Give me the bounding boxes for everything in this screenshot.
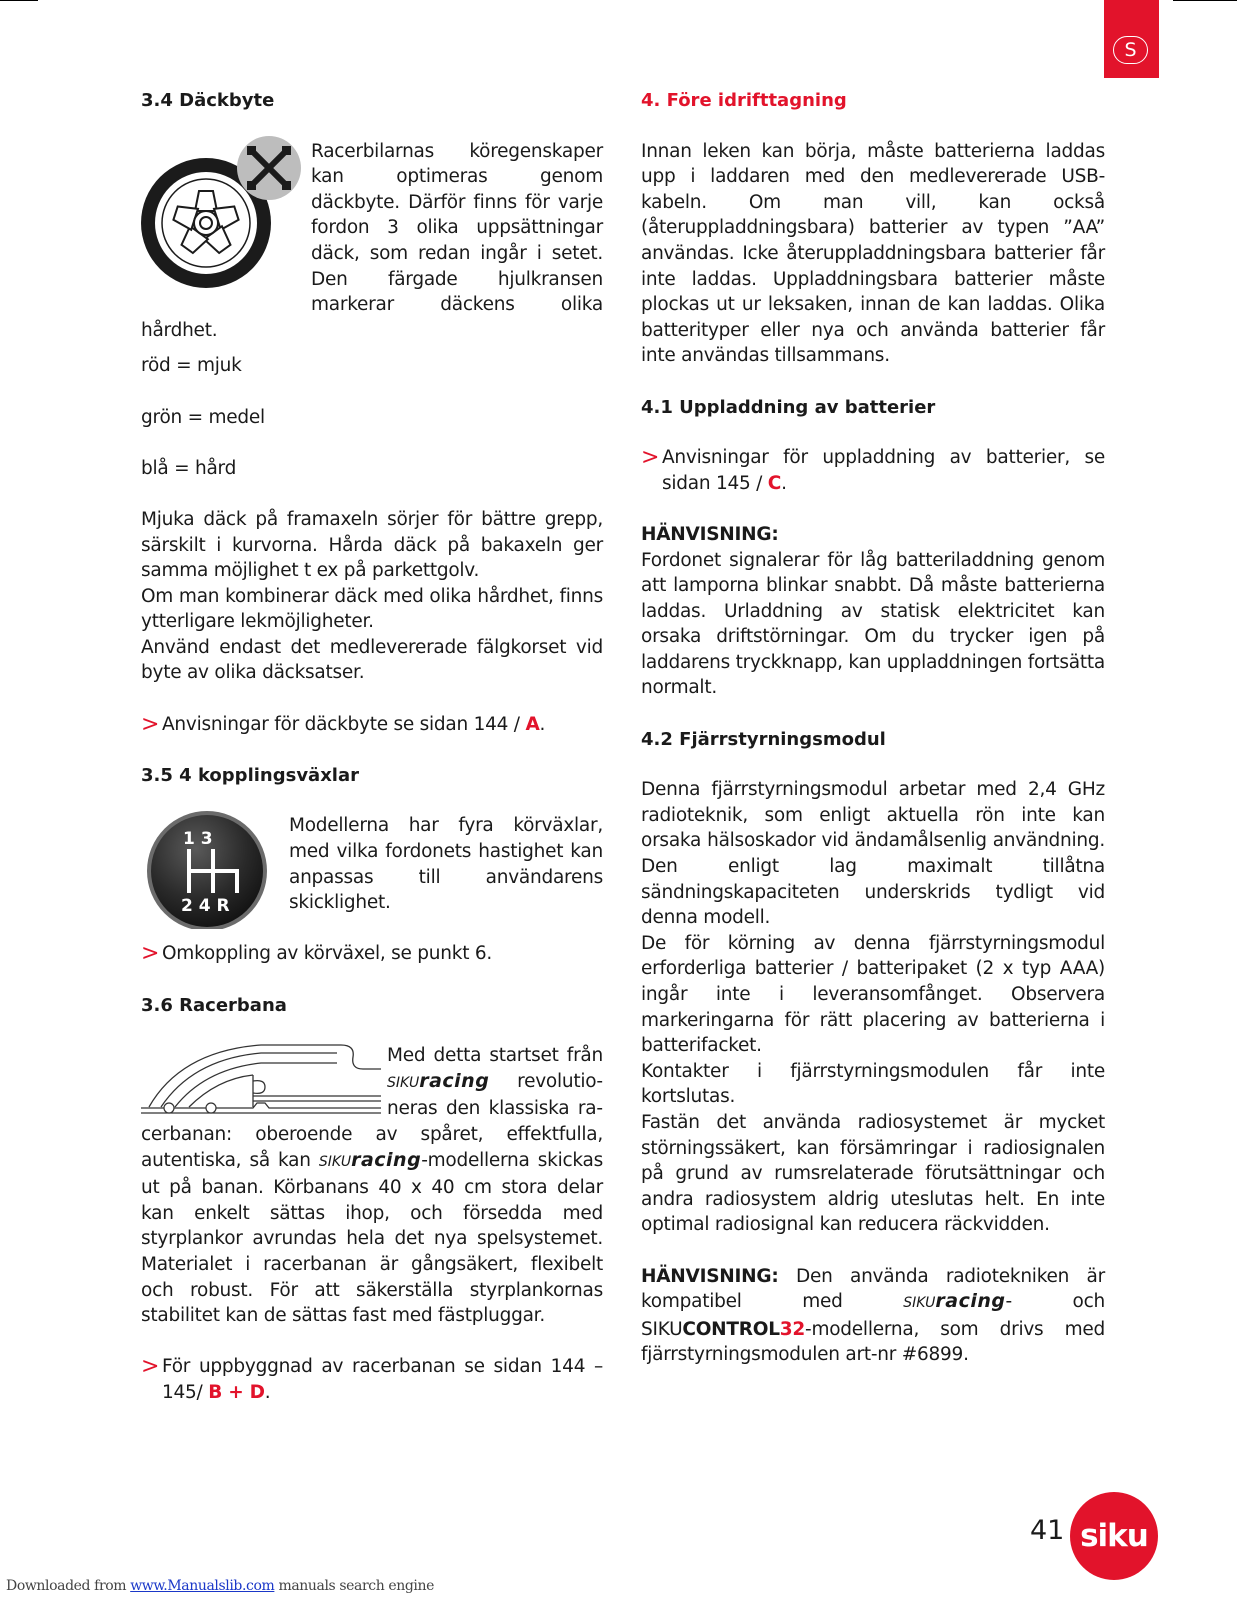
control-brand-number: 32: [779, 1318, 806, 1340]
section-3-4-intro-block: [141, 139, 603, 344]
section-4-2-paragraph-1: Denna fjärrstyrningsmodul arbetar med 2,4 GHz radioteknik, som enligt aktuella rön inte kan orsaka hälsoskador vid ändamålsenlig användning. Den enligt lag maximalt tillåtna sändningskapaciteten underskrids tydligt vid denna modell.: [641, 779, 1105, 929]
left-column: [141, 88, 603, 1406]
section-3-5-intro: Modellerna har fyra körväxlar, med vilka fordonets hastighet kan anpassas till användarens skicklighet.: [289, 815, 603, 914]
gear-shift-illustration: [141, 809, 289, 929]
download-footer: [6, 1578, 434, 1594]
section-3-4-reference: > Anvisningar för däckbyte se sidan 144 / A.: [141, 711, 546, 737]
language-badge: S: [1113, 36, 1148, 64]
section-3-6-title: 3.6 Racerbana: [141, 994, 287, 1016]
section-4-2-paragraph-4: Fastän det använda radiosystemet är mycket störningssäkert, kan försämringar i radiosignalen på grund av rumsrelaterade förutsättningar och andra radiosystem aldrig uteslutas helt. En inte optimal radiosignal kan reducera räckvidden.: [641, 1111, 1105, 1236]
arrow-icon: >: [141, 941, 160, 967]
crop-mark-right: [1173, 0, 1237, 1]
section-3-4-title: 3.4 Däckbyte: [141, 90, 275, 111]
hint-text-a: Den använda radiotekniken är kompatibel med: [641, 1265, 1105, 1313]
gear-top-label: 1 3: [183, 829, 213, 850]
arrow-icon: >: [641, 445, 660, 471]
control-brand: CONTROL: [682, 1318, 780, 1340]
reference-letter: B + D: [208, 1381, 265, 1403]
section-4-title: 4. Före idrifttagning: [641, 90, 847, 111]
section-4-2-title: 4.2 Fjärrstyrningsmodul: [641, 728, 886, 750]
arrow-icon: >: [141, 711, 160, 737]
crop-mark-left: [0, 0, 38, 1]
hardness-blue: blå = hård: [141, 457, 237, 479]
section-3-6-text-b: revolutioneras den klassiska racerbanan: oberoende av spåret, effektfulla, autentiska, så kan: [141, 1070, 603, 1171]
hint-label: HÄNVISNING:: [641, 1265, 779, 1287]
section-4-2-paragraph-2: De för körning av denna fjärrstyrningsmodul erforderliga batterier / batteripaket (2 x typ AAA) ingår inte i leveransomfånget. Observera markeringarna för rätt placering av batterierna i batterifacket.: [641, 932, 1105, 1057]
section-3-4-paragraph-3: Använd endast det medlevererade fälgkorset vid byte av olika däcksatser.: [141, 636, 603, 684]
hint-text-b: - och SIKU: [641, 1291, 1105, 1340]
reference-text: Anvisningar för däckbyte se sidan 144 /: [162, 713, 520, 735]
reference-text: Omkoppling av körväxel, se punkt 6.: [162, 943, 493, 965]
section-3-6-reference: > För uppbyggnad av racerbanan se sidan 144 – 145/ B + D.: [141, 1354, 603, 1405]
section-3-5-reference: [141, 941, 603, 967]
section-3-4-intro: Racerbilarnas köregenskaper kan optimeras genom däckbyte. Därför finns för varje fordon 3 olika uppsättningar däck, som redan ingår i setet. Den färgade hjulkransen markerar däckens olika hårdhet.: [141, 140, 603, 341]
page-number: 41: [1030, 1515, 1065, 1546]
siku-racing-brand: SIKUracing: [387, 1069, 490, 1092]
section-4-1-hint-label: HÄNVISNING:: [641, 523, 779, 545]
reference-text: Anvisningar för uppladdning av batterier, se sidan 145 /: [662, 447, 1105, 494]
section-3-6-text-a: Med detta startset från: [387, 1045, 603, 1067]
section-3-6-text-c: -modellerna skickas ut på banan. Körbanans 40 x 40 cm stora delar kan enkelt sättas ihop, och försedda med styrplankor avrundas hela det nya spelsystemet. Materialet i racerbanan är gångsäkert, flexibelt och robust. För att säkerställa styrplankornas stabilitet kan de sättas fast med fästpluggar.: [141, 1149, 603, 1327]
reference-letter: A: [525, 713, 540, 735]
race-track-illustration: [141, 1041, 381, 1115]
siku-logo: siku: [1070, 1492, 1158, 1580]
gear-bottom-label: 2 4 R: [181, 896, 230, 917]
hint-text-c: -modellerna, som drivs med fjärrstyrningsmodulen art-nr #6899.: [641, 1318, 1105, 1366]
right-column: [641, 88, 1105, 1368]
footer-prefix: Downloaded from: [6, 1578, 131, 1594]
manualslib-link[interactable]: www.Manualslib.com: [130, 1578, 275, 1594]
section-4-1-reference: > Anvisningar för uppladdning av batterier, se sidan 145 / C.: [641, 445, 1105, 496]
section-3-6-block: [141, 1043, 603, 1329]
section-4-2-paragraph-3: Kontakter i fjärrstyrningsmodulen får inte kortslutas.: [641, 1060, 1105, 1108]
reference-text: För uppbyggnad av racerbanan se sidan 144 – 145/: [162, 1356, 603, 1403]
hardness-green: grön = medel: [141, 406, 265, 428]
section-3-4-paragraph-1: Mjuka däck på framaxeln sörjer för bättre grepp, särskilt i kurvorna. Hårda däck på bakaxeln ger samma möjlighet t ex på parkettgolv.: [141, 508, 603, 582]
section-4-paragraph: Innan leken kan börja, måste batterierna laddas upp i laddaren med den medlevererade USB-kabeln. Om man vill, kan också (återuppladdningsbara) batterier av typen ”AA” användas. Icke återuppladdningsbara batterier får inte laddas. Uppladdningsbara batterier måste plockas ut ur leksaken, innan de kan laddas. Olika batterityper eller nya och använda batterier får inte användas tillsammans.: [641, 140, 1105, 367]
hardness-red: röd = mjuk: [141, 355, 242, 377]
siku-racing-brand: SIKUracing: [318, 1148, 422, 1171]
section-3-4-paragraph-2: Om man kombinerar däck med olika hårdhet, finns ytterligare lekmöjligheter.: [141, 585, 603, 633]
siku-racing-brand: SIKUracing: [903, 1290, 1006, 1313]
footer-suffix: manuals search engine: [274, 1578, 435, 1594]
arrow-icon: >: [141, 1354, 160, 1380]
tire-wrench-illustration: [141, 133, 311, 293]
section-4-2-hint: [641, 1264, 1105, 1368]
section-3-5-title: 3.5 4 kopplingsväxlar: [141, 764, 360, 786]
section-3-5-intro-block: [141, 813, 603, 929]
section-4-1-hint-text: Fordonet signalerar för låg batteriladdning genom att lamporna blinkar snabbt. Då måste batterierna laddas. Urladdning av statisk elektricitet kan orsaka driftstörningar. Om du trycker igen på laddarens tryckknapp, kan uppladdningen fortsätta normalt.: [641, 549, 1105, 699]
section-4-1-title: 4.1 Uppladdning av batterier: [641, 396, 936, 418]
reference-letter: C: [767, 472, 782, 494]
wrench-icon: [237, 136, 301, 200]
